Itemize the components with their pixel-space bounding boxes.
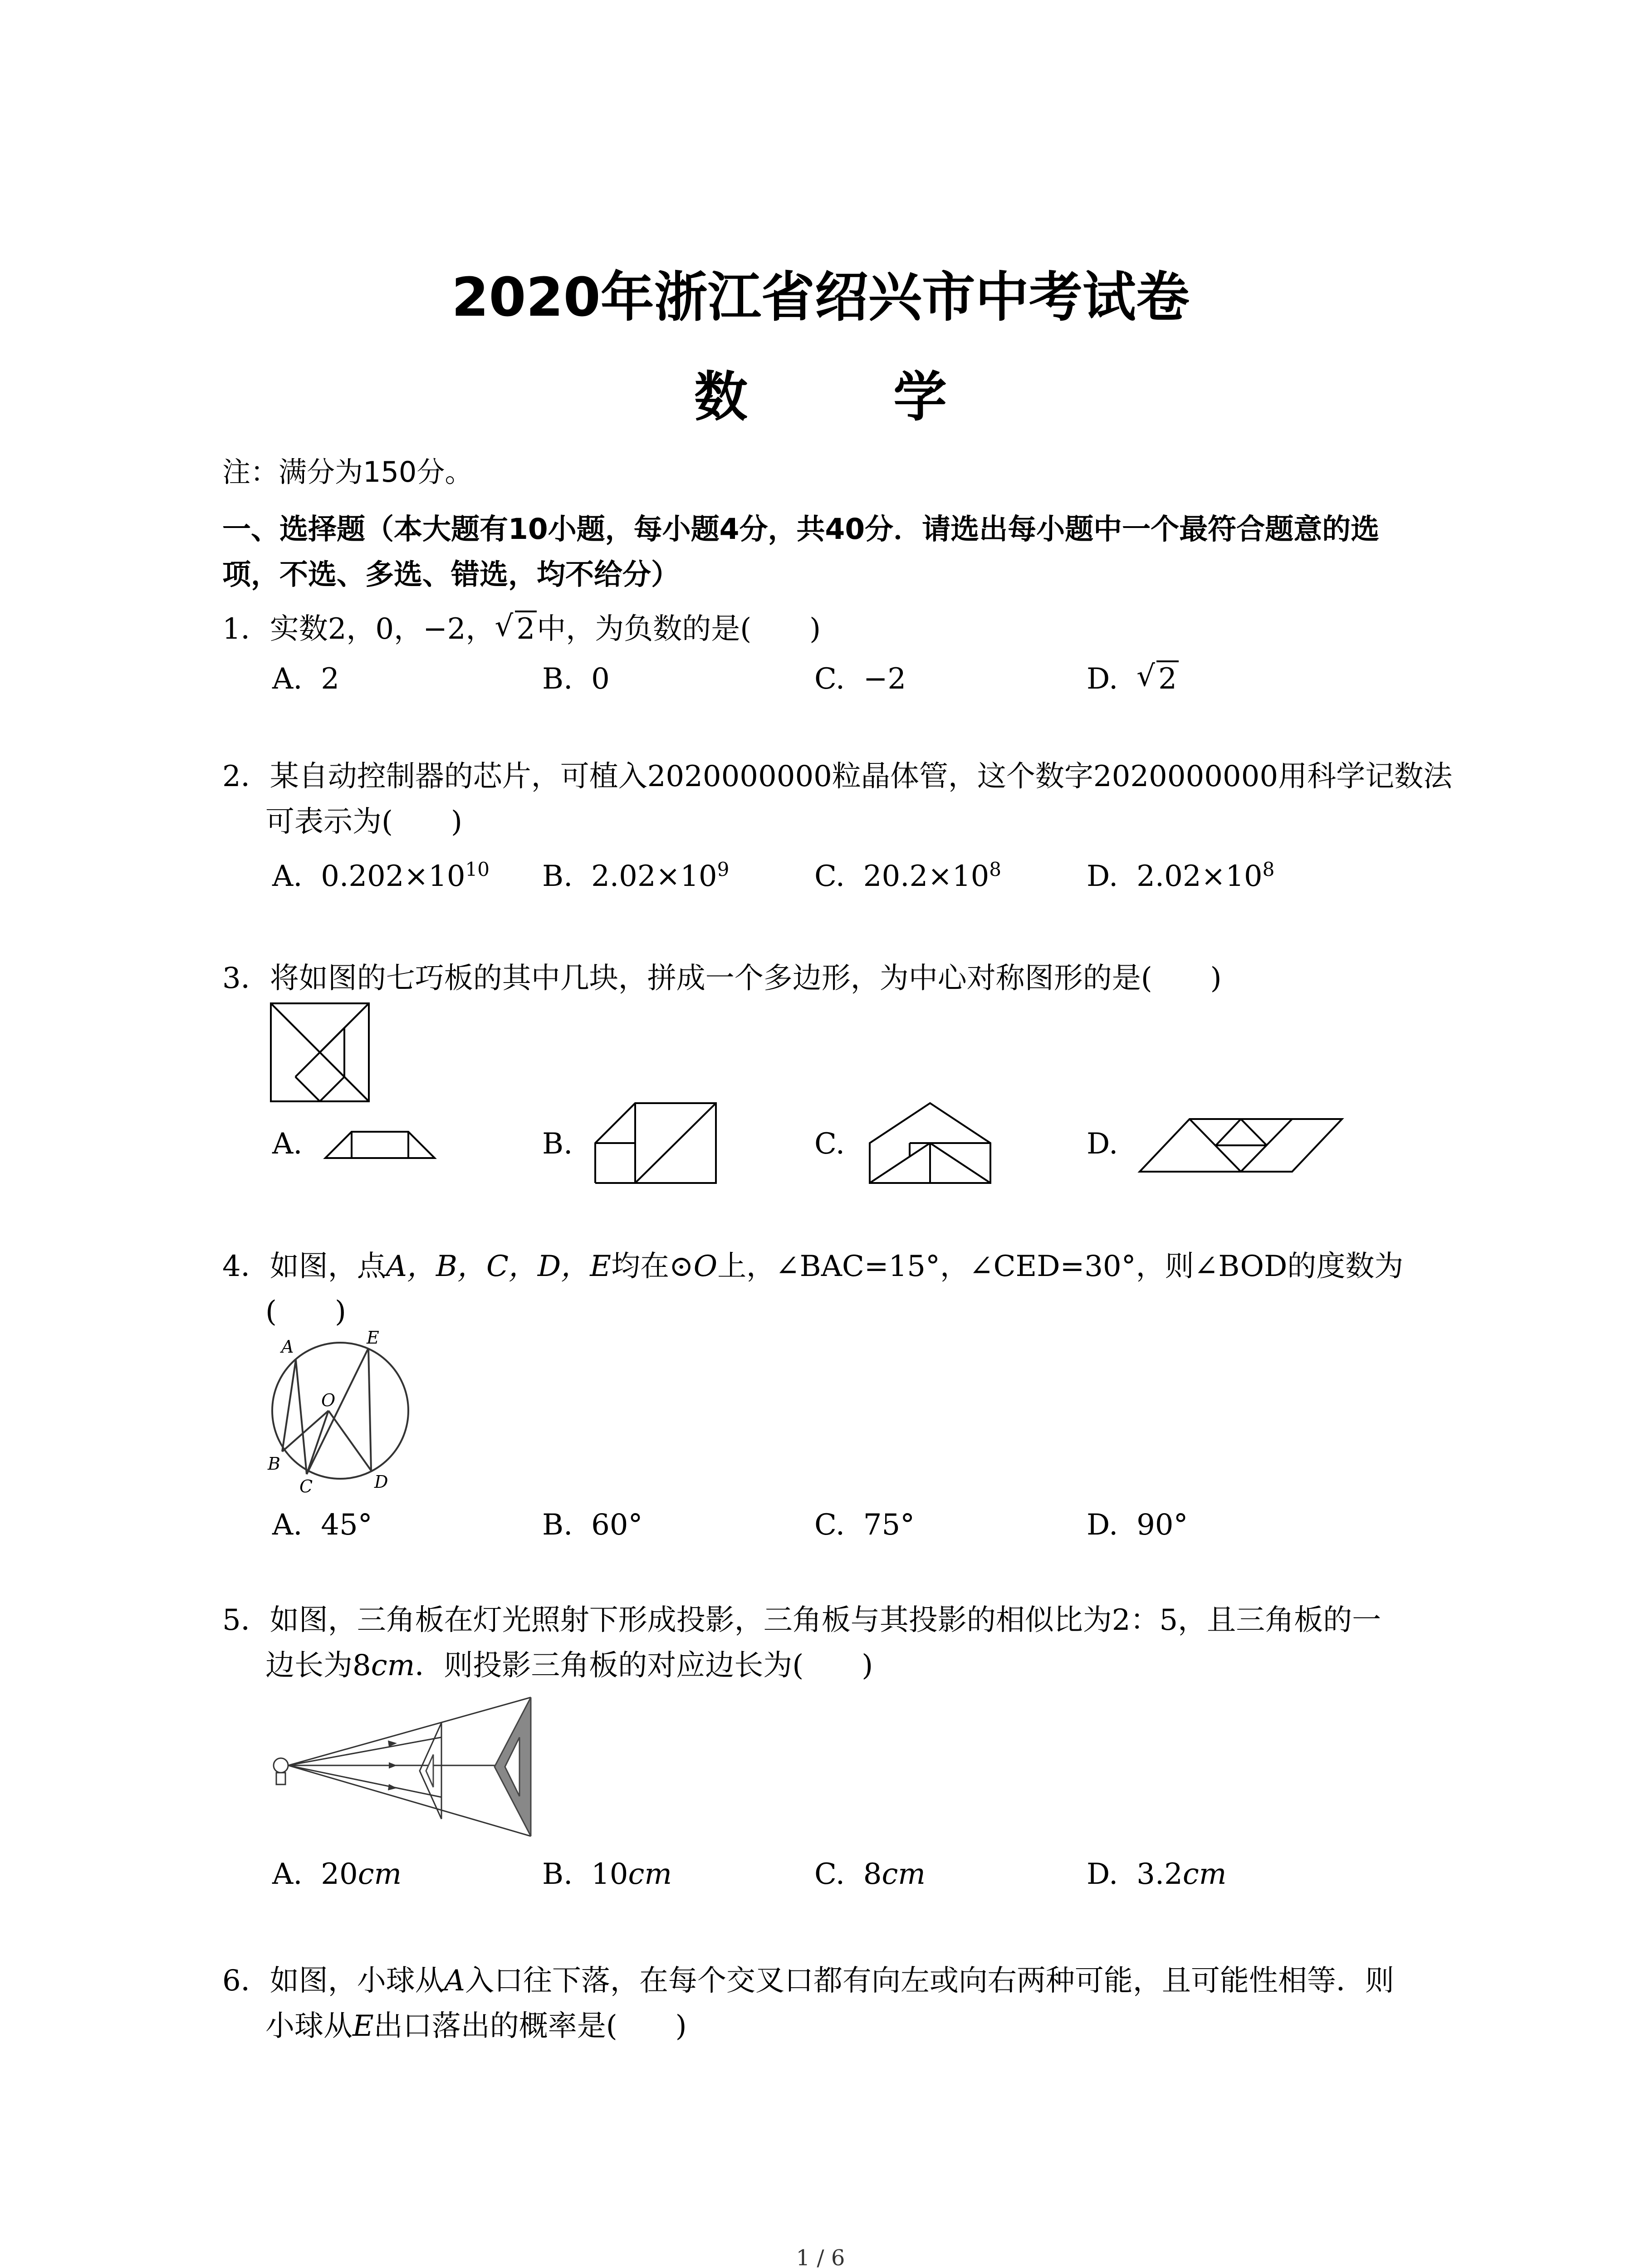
q1-option-d[interactable]: D. √ 2	[1087, 665, 1179, 694]
point-d-label: D	[374, 1472, 388, 1492]
question-2-line2: 可表示为( )	[265, 805, 462, 839]
q4-option-d[interactable]: D. 90°	[1087, 1508, 1188, 1542]
q3-option-c[interactable]: C.	[814, 1127, 845, 1161]
q1-stem-start: 1．实数2，0，−2，	[222, 612, 495, 646]
point-a-label: A	[281, 1337, 294, 1357]
circle-figure	[263, 1328, 417, 1496]
point-e-label: E	[367, 1328, 379, 1348]
tangram-figure	[270, 1002, 370, 1102]
point-o-label: O	[321, 1390, 336, 1410]
q1-option-a[interactable]: A. 2	[272, 662, 339, 696]
section-heading-line2: 项，不选、多选、错选，均不给分）	[222, 558, 680, 591]
q2-option-c[interactable]: C. $20.2\times 10^8$	[814, 858, 1002, 893]
q5-option-a[interactable]: A. 20cm	[272, 1857, 402, 1891]
point-b-label: B	[268, 1454, 280, 1474]
q5-option-b[interactable]: B. 10cm	[542, 1857, 672, 1891]
q4-option-b[interactable]: B. 60°	[542, 1508, 643, 1542]
q3-option-b[interactable]: B.	[542, 1127, 573, 1161]
q5-option-d[interactable]: D. 3.2cm	[1087, 1857, 1227, 1891]
lamp-icon	[274, 1758, 288, 1773]
q3-option-b-figure[interactable]	[594, 1102, 717, 1184]
question-4-line2: ( )	[265, 1295, 346, 1329]
q1-stem-end: 中，为负数的是( )	[537, 612, 821, 646]
q4-option-a[interactable]: A. 45°	[272, 1508, 372, 1542]
question-1	[222, 610, 821, 646]
section-heading-line1: 一、选择题（本大题有10小题，每小题4分，共40分．请选出每小题中一个最符合题意的选	[222, 513, 1380, 546]
q1-option-c[interactable]: C. −2	[814, 662, 906, 696]
q1-option-b[interactable]: B. 0	[542, 662, 610, 696]
q3-option-d-figure[interactable]	[1139, 1118, 1343, 1173]
q2-option-b[interactable]: B. $2.02\times 10^9$	[542, 858, 730, 893]
q3-option-a[interactable]: A.	[272, 1127, 303, 1161]
q3-option-d[interactable]: D.	[1087, 1127, 1118, 1161]
subject-title: 数 学	[694, 366, 1011, 428]
q4-option-c[interactable]: C. 75°	[814, 1508, 915, 1542]
exam-title: 2020年浙江省绍兴市中考试卷	[451, 266, 1190, 328]
sqrt-2: √ 2	[495, 615, 537, 644]
page-number: 1 / 6	[796, 2245, 845, 2268]
question-2-line1: 2．某自动控制器的芯片，可植入2020000000粒晶体管，这个数字2020000000用科学记数法	[222, 760, 1453, 793]
q5-option-c[interactable]: C. 8cm	[814, 1857, 926, 1891]
point-c-label: C	[299, 1476, 313, 1496]
q2-option-d[interactable]: D. $2.02\times 10^8$	[1087, 858, 1275, 893]
score-note: 注：满分为150分。	[222, 455, 473, 489]
q3-option-a-figure[interactable]	[324, 1123, 436, 1159]
question-5-line1: 5．如图，三角板在灯光照射下形成投影，三角板与其投影的相似比为2：5，且三角板的一	[222, 1603, 1381, 1637]
question-3: 3．将如图的七巧板的其中几块，拼成一个多边形，为中心对称图形的是( )	[222, 962, 1222, 995]
projection-figure	[270, 1692, 551, 1842]
question-6-line1: 6．如图，小球从A入口往下落，在每个交叉口都有向左或向右两种可能，且可能性相等．则	[222, 1964, 1394, 1998]
q2-option-a[interactable]: A. $0.202\times 10^{10}$	[272, 858, 490, 893]
question-5-line2: 边长为8cm．则投影三角板的对应边长为( )	[265, 1649, 873, 1682]
q3-option-c-figure[interactable]	[869, 1102, 991, 1184]
question-6-line2: 小球从E出口落出的概率是( )	[265, 2009, 687, 2043]
question-4-line1: 4．如图，点A，B，C，D，E均在⊙O上，∠BAC=15°，∠CED=30°，则∠BOD的度数为	[222, 1250, 1404, 1283]
